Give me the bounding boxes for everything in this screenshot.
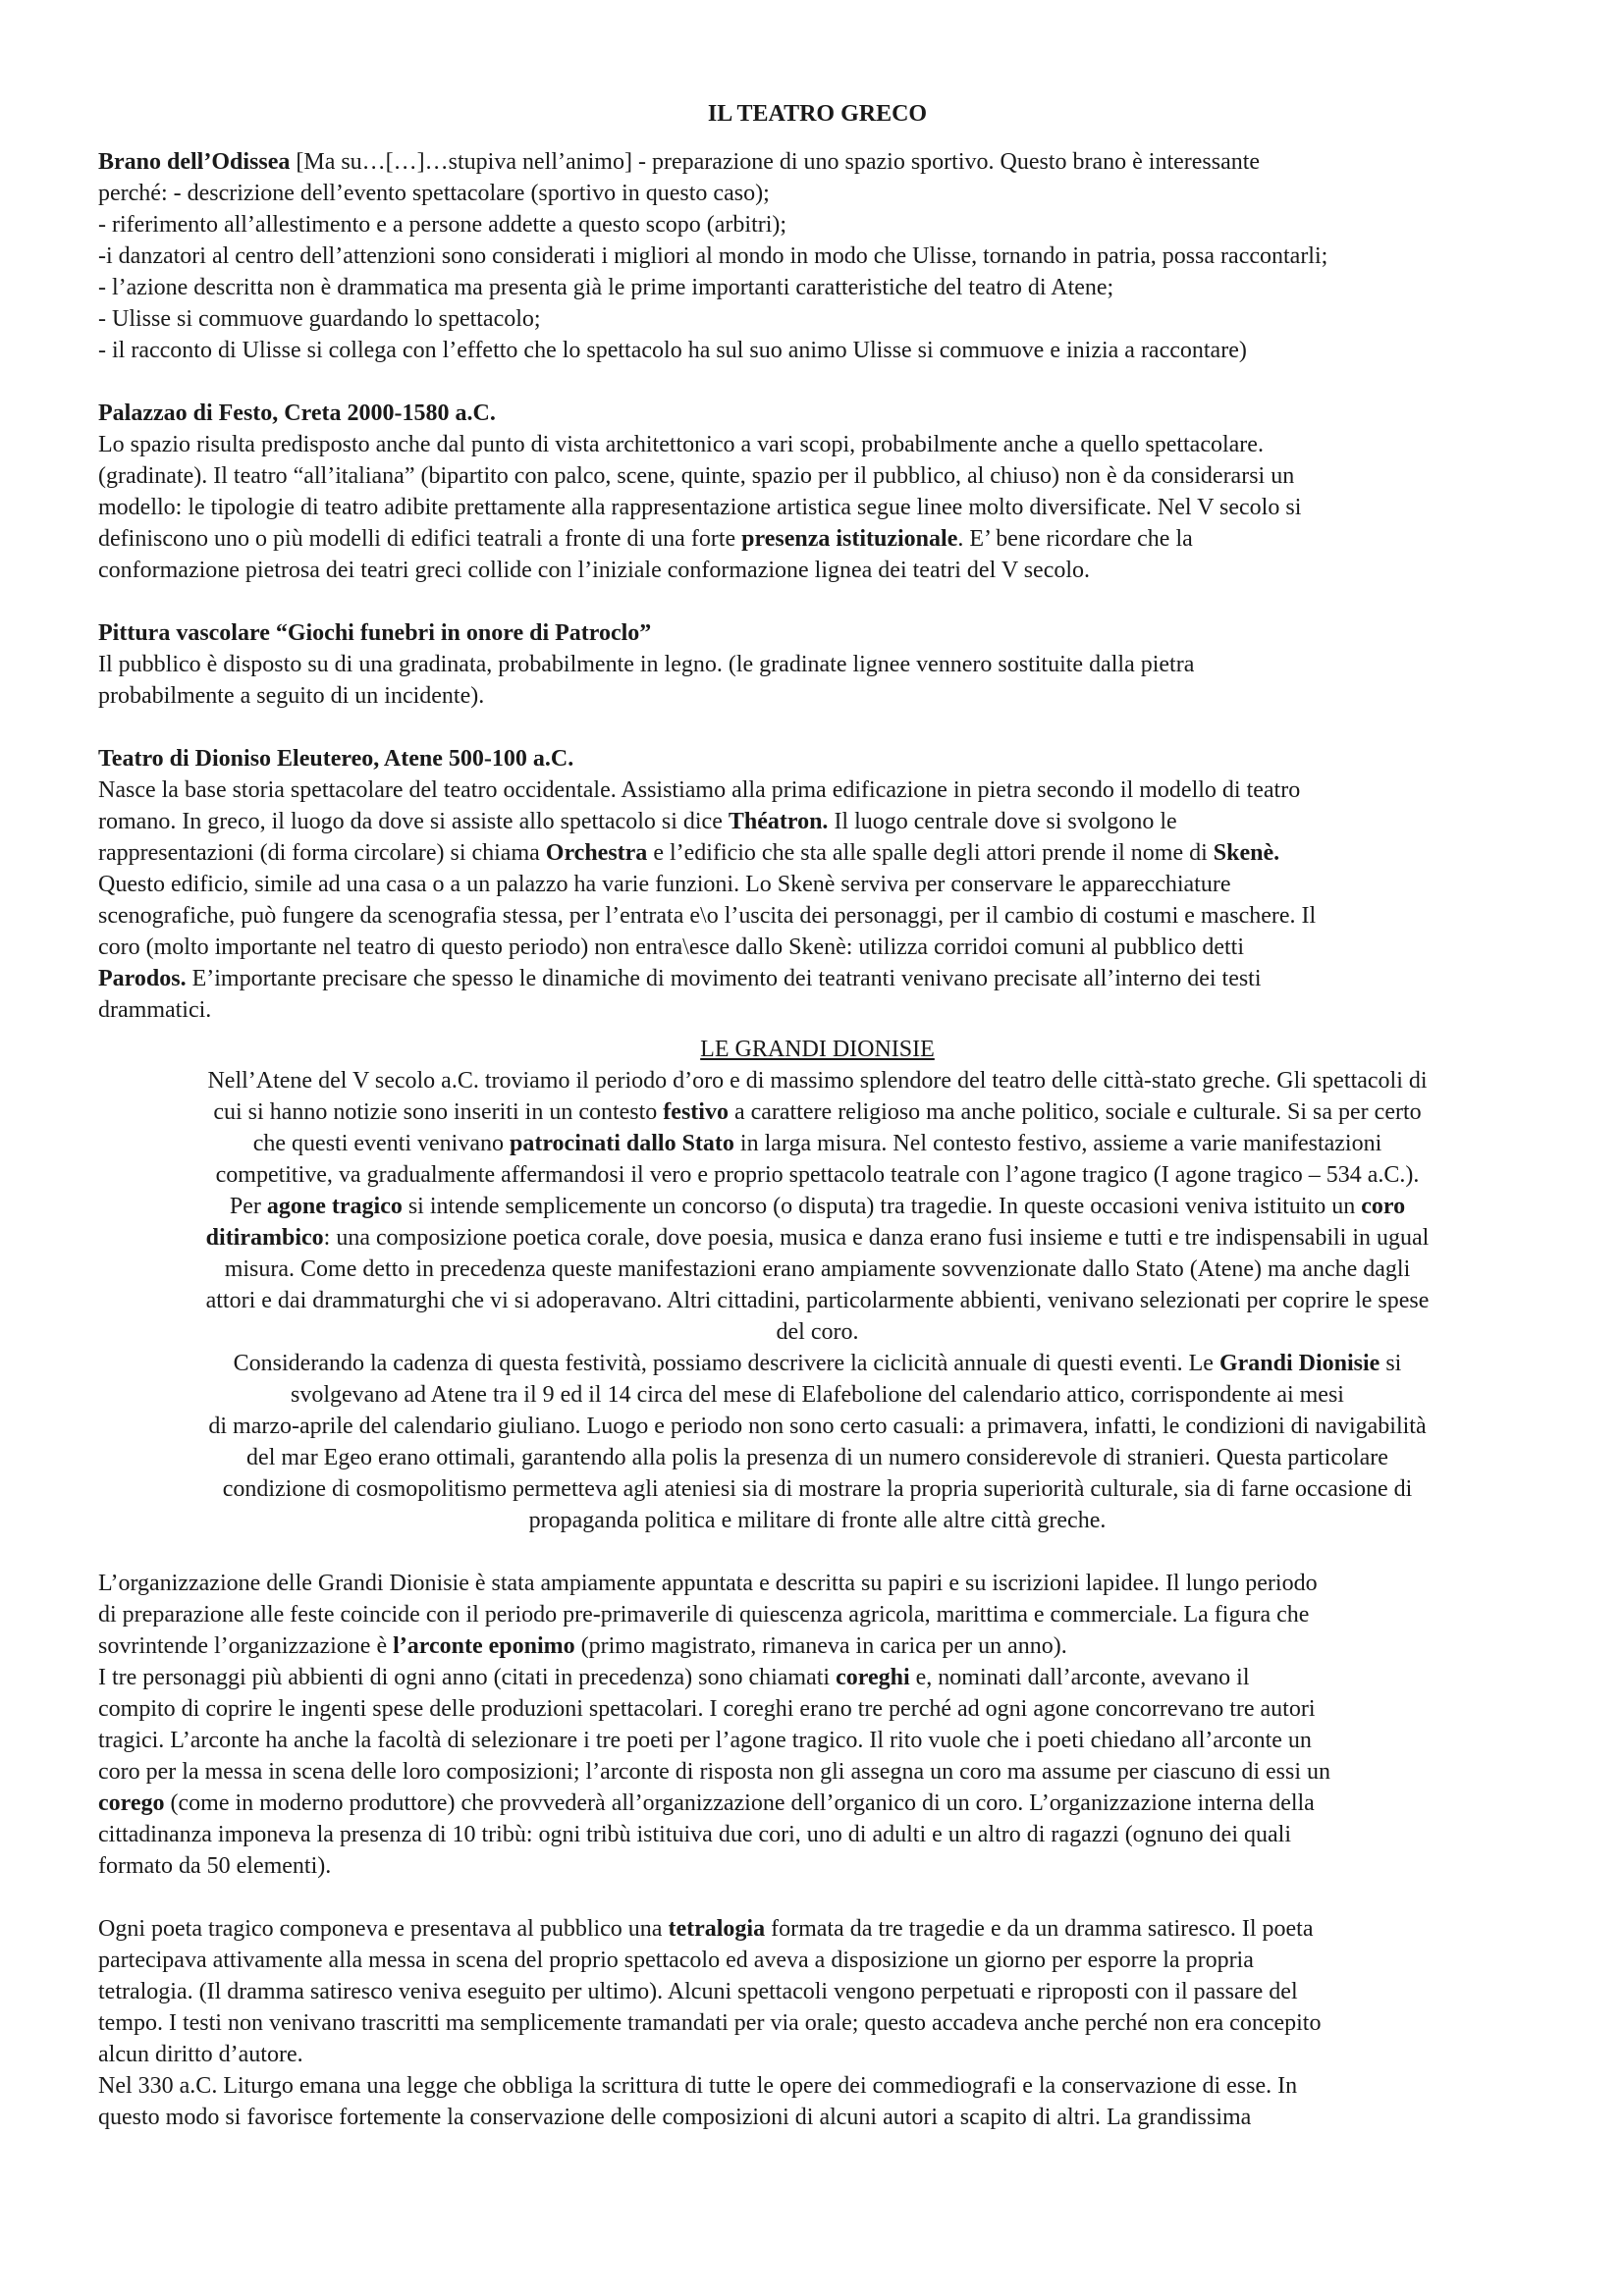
paragraph-line: svolgevano ad Atene tra il 9 ed il 14 circa del mese di Elafebolione del calendario attico, corrispondente ai mesi <box>291 1382 1344 1408</box>
text-run: E’importante precisare che spesso le dinamiche di movimento dei teatranti venivano precisate all’interno dei testi <box>186 966 1262 991</box>
paragraph-line: misura. Come detto in precedenza queste manifestazioni erano ampiamente sovvenzionate dallo Stato (Atene) ma anche dagli <box>224 1256 1411 1282</box>
paragraph-line: probabilmente a seguito di un incidente). <box>98 683 485 709</box>
paragraph-line: partecipava attivamente alla messa in scena del proprio spettacolo ed aveva a disposizione un giorno per esporre la propria <box>98 1948 1254 1973</box>
text-run: definiscono uno o più modelli di edifici teatrali a fronte di una forte <box>98 526 742 552</box>
text-run: rappresentazioni (di forma circolare) si chiama <box>98 840 546 866</box>
paragraph-line: tetralogia. (Il dramma satiresco veniva eseguito per ultimo). Alcuni spettacoli vengono perpetuati e riproposti con il passare del <box>98 1979 1298 2004</box>
text-run: . E’ bene ricordare che la <box>957 526 1193 552</box>
paragraph-line: formato da 50 elementi). <box>98 1853 332 1879</box>
paragraph-line: Nasce la base storia spettacolare del teatro occidentale. Assistiamo alla prima edificazione in pietra secondo il modello di teatro <box>98 777 1301 803</box>
section-tetralogia <box>98 1913 1537 2133</box>
text-run: : una composizione poetica corale, dove poesia, musica e danza erano fusi insieme e tutti e tre indispensabili in ugual <box>323 1225 1430 1251</box>
text-run: (primo magistrato, rimaneva in carica per un anno). <box>574 1633 1067 1659</box>
text-run: Per <box>229 1194 267 1219</box>
paragraph-line: Questo edificio, simile ad una casa o a un palazzo ha varie funzioni. Lo Skenè serviva per conservare le apparecchiature <box>98 872 1231 897</box>
bold-term: coro <box>1361 1194 1406 1219</box>
section-heading: Pittura vascolare “Giochi funebri in onore di Patroclo” <box>98 620 652 646</box>
text-run: e l’edificio che sta alle spalle degli attori prende il nome di <box>647 840 1214 866</box>
paragraph-line <box>98 1222 1537 1254</box>
paragraph-line: tragici. L’arconte ha anche la facoltà di selezionare i tre poeti per l’agone tragico. Il rito vuole che i poeti chiedano all’arconte un <box>98 1728 1312 1753</box>
paragraph-line <box>98 1630 1537 1662</box>
paragraph-line: conformazione pietrosa dei teatri greci collide con l’iniziale conformazione lignea dei teatri del V secolo. <box>98 558 1091 583</box>
paragraph-line: condizione di cosmopolitismo permetteva agli ateniesi sia di mostrare la propria superiorità culturale, sia di farne occasione di <box>222 1476 1413 1502</box>
paragraph-line <box>98 1662 1537 1693</box>
section-pittura <box>98 617 1537 712</box>
section-grandi-dionisie <box>98 1034 1537 1536</box>
text-run: Ogni poeta tragico componeva e presentava al pubblico una <box>98 1916 669 1942</box>
bold-term: Orchestra <box>545 840 648 866</box>
section-organizzazione <box>98 1568 1537 1882</box>
section-heading: Brano dell’Odissea <box>98 149 291 175</box>
paragraph-line: competitive, va gradualmente affermandosi il vero e proprio spettacolo teatrale con l’agone tragico (I agone tragico – 534 a.C.). <box>215 1162 1420 1188</box>
text-run: a carattere religioso ma anche politico, sociale e culturale. Si sa per certo <box>728 1099 1422 1125</box>
paragraph-line: Nell’Atene del V secolo a.C. troviamo il periodo d’oro e di massimo splendore del teatro delle città-stato greche. Gli spettacoli di <box>207 1068 1428 1094</box>
bold-term: coreghi <box>836 1665 910 1690</box>
paragraph-line: -i danzatori al centro dell’attenzioni sono considerati i migliori al mondo in modo che Ulisse, tornando in patria, possa raccontarli; <box>98 243 1328 269</box>
paragraph-line: propaganda politica e militare di fronte alle altre città greche. <box>528 1508 1107 1533</box>
text-run: formata da tre tragedie e da un dramma satiresco. Il poeta <box>765 1916 1314 1942</box>
bold-term: Skenè. <box>1213 840 1280 866</box>
paragraph-line: cittadinanza imponeva la presenza di 10 tribù: ogni tribù istituiva due cori, uno di adulti e un altro di ragazzi (ognuno dei quali <box>98 1822 1291 1847</box>
paragraph-line: questo modo si favorisce fortemente la conservazione delle composizioni di alcuni autori a scapito di altri. La grandissima <box>98 2105 1252 2130</box>
text-run: I tre personaggi più abbienti di ogni anno (citati in precedenza) sono chiamati <box>98 1665 837 1690</box>
paragraph-line <box>98 146 1537 178</box>
paragraph-line: attori e dai drammaturghi che vi si adoperavano. Altri cittadini, particolarmente abbienti, venivano selezionati per coprire le spese <box>205 1288 1430 1313</box>
text-run: e, nominati dall’arconte, avevano il <box>909 1665 1250 1690</box>
text-run: romano. In greco, il luogo da dove si assiste allo spettacolo si dice <box>98 809 729 834</box>
paragraph-line: - il racconto di Ulisse si collega con l’effetto che lo spettacolo ha sul suo animo Ulisse si commuove e inizia a raccontare) <box>98 338 1247 363</box>
section-heading: LE GRANDI DIONISIE <box>700 1037 935 1062</box>
section-odissea <box>98 146 1537 366</box>
text-run: si intende semplicemente un concorso (o disputa) tra tragedie. In queste occasioni veniva istituito un <box>402 1194 1362 1219</box>
paragraph-line: coro per la messa in scena delle loro composizioni; l’arconte di risposta non gli assegna un coro ma assume per ciascuno di essi un <box>98 1759 1330 1785</box>
paragraph-line: del mar Egeo erano ottimali, garantendo alla polis la presenza di un numero considerevole di stranieri. Questa particolare <box>246 1445 1388 1470</box>
bold-term: festivo <box>663 1099 729 1125</box>
text-run: che questi eventi venivano <box>252 1131 510 1156</box>
paragraph-line: coro (molto importante nel teatro di questo periodo) non entra\esce dallo Skenè: utilizza corridoi comuni al pubblico detti <box>98 934 1244 960</box>
text-run: si <box>1380 1351 1402 1376</box>
paragraph-line <box>98 1913 1537 1945</box>
text-run: in larga misura. Nel contesto festivo, assieme a varie manifestazioni <box>733 1131 1382 1156</box>
paragraph-line: del coro. <box>776 1319 859 1345</box>
bold-term: ditirambico <box>205 1225 324 1251</box>
paragraph-line: tempo. I testi non venivano trascritti ma semplicemente tramandati per via orale; questo accadeva anche perché non era concepito <box>98 2010 1322 2036</box>
paragraph-line <box>98 523 1537 555</box>
paragraph-line: scenografiche, può fungere da scenografia stessa, per l’entrata e\o l’uscita dei personaggi, per il cambio di costumi e maschere. Il <box>98 903 1317 929</box>
text-run: [Ma su…[…]…stupiva nell’animo] - preparazione di uno spazio sportivo. Questo brano è interessante <box>290 149 1261 175</box>
paragraph-line <box>98 1096 1537 1128</box>
paragraph-line: Nel 330 a.C. Liturgo emana una legge che obbliga la scrittura di tutte le opere dei commediografi e la conservazione di esse. In <box>98 2073 1298 2099</box>
paragraph-line: Il pubblico è disposto su di una gradinata, probabilmente in legno. (le gradinate lignee vennero sostituite dalla pietra <box>98 652 1195 677</box>
paragraph-line: - l’azione descritta non è drammatica ma presenta già le prime importanti caratteristiche del teatro di Atene; <box>98 275 1114 300</box>
paragraph-line: Lo spazio risulta predisposto anche dal punto di vista architettonico a vari scopi, probabilmente anche a quello spettacolare. <box>98 432 1264 457</box>
bold-term: corego <box>98 1790 165 1816</box>
bold-term: Grandi Dionisie <box>1218 1351 1380 1376</box>
paragraph-line: di marzo-aprile del calendario giuliano. Luogo e periodo non sono certo casuali: a primavera, infatti, le condizioni di navigabilità <box>208 1414 1427 1439</box>
page-title: IL TEATRO GRECO <box>707 101 928 127</box>
bold-term: tetralogia <box>668 1916 766 1942</box>
paragraph-line: modello: le tipologie di teatro adibite prettamente alla rappresentazione artistica segue linee molto diversificate. Nel V secolo si <box>98 495 1302 520</box>
bold-term: patrocinati dallo Stato <box>510 1131 734 1156</box>
paragraph-line: L’organizzazione delle Grandi Dionisie è stata ampiamente appuntata e descritta su papiri e su iscrizioni lapidee. Il lungo periodo <box>98 1571 1318 1596</box>
section-festo <box>98 398 1537 586</box>
text-run: cui si hanno notizie sono inseriti in un contesto <box>213 1099 664 1125</box>
paragraph-line: drammatici. <box>98 997 212 1023</box>
paragraph-line: (gradinate). Il teatro “all’italiana” (bipartito con palco, scene, quinte, spazio per il pubblico, al chiuso) non è da considerarsi un <box>98 463 1295 489</box>
bold-term: agone tragico <box>266 1194 403 1219</box>
text-run: Il luogo centrale dove si svolgono le <box>828 809 1177 834</box>
paragraph-line <box>98 1128 1537 1159</box>
paragraph-line <box>98 963 1537 994</box>
section-dioniso <box>98 743 1537 1026</box>
paragraph-line <box>98 806 1537 837</box>
bold-term: Parodos. <box>98 966 187 991</box>
paragraph-line: di preparazione alle feste coincide con il periodo pre-primaverile di quiescenza agricola, marittima e commerciale. La figura che <box>98 1602 1310 1628</box>
paragraph-line <box>98 1348 1537 1379</box>
paragraph-line: perché: - descrizione dell’evento spettacolare (sportivo in questo caso); <box>98 181 770 206</box>
bold-term: presenza istituzionale <box>741 526 958 552</box>
text-run: sovrintende l’organizzazione è <box>98 1633 394 1659</box>
section-heading: Palazzao di Festo, Creta 2000-1580 a.C. <box>98 400 496 426</box>
paragraph-line: alcun diritto d’autore. <box>98 2042 303 2067</box>
paragraph-line <box>98 1788 1537 1819</box>
bold-term: Théatron. <box>728 809 829 834</box>
bold-term: l’arconte eponimo <box>393 1633 575 1659</box>
paragraph-line: - Ulisse si commuove guardando lo spettacolo; <box>98 306 541 332</box>
paragraph-line: - riferimento all’allestimento e a persone addette a questo scopo (arbitri); <box>98 212 787 238</box>
text-run: (come in moderno produttore) che provvederà all’organizzazione dell’organico di un coro. L’organizzazione interna della <box>164 1790 1315 1816</box>
paragraph-line <box>98 1191 1537 1222</box>
paragraph-line <box>98 837 1537 869</box>
section-heading: Teatro di Dioniso Eleutereo, Atene 500-100 a.C. <box>98 746 574 772</box>
paragraph-line: compito di coprire le ingenti spese delle produzioni spettacolari. I coreghi erano tre perché ad ogni agone concorrevano tre autori <box>98 1696 1316 1722</box>
text-run: Considerando la cadenza di questa festività, possiamo descrivere la ciclicità annuale di questi eventi. Le <box>233 1351 1219 1376</box>
